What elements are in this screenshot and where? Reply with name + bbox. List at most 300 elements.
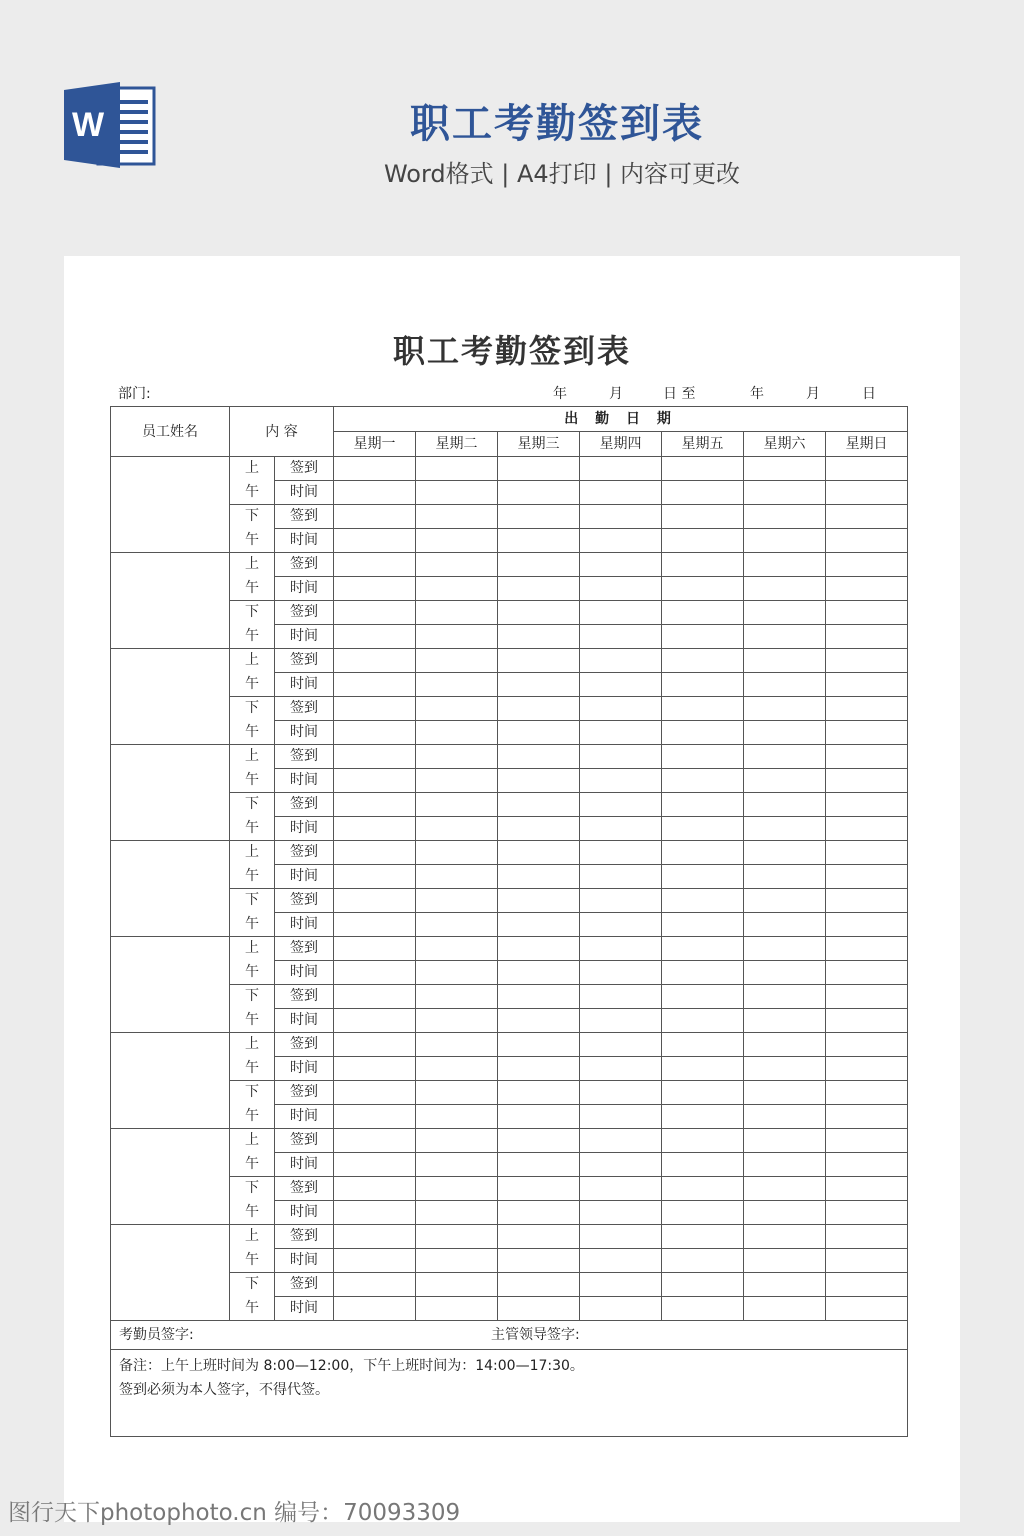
employee-name-cell[interactable]	[111, 1129, 230, 1225]
attendance-cell[interactable]	[334, 697, 416, 721]
attendance-cell[interactable]	[826, 1033, 908, 1057]
table-row	[111, 865, 908, 889]
attendance-cell[interactable]	[744, 577, 826, 601]
attendance-cell[interactable]	[662, 1225, 744, 1249]
attendance-cell[interactable]	[662, 1273, 744, 1297]
attendance-cell[interactable]	[826, 625, 908, 649]
attendance-cell[interactable]	[416, 865, 498, 889]
attendance-cell[interactable]	[580, 1153, 662, 1177]
attendance-cell[interactable]	[498, 673, 580, 697]
employee-name-cell[interactable]	[111, 1225, 230, 1321]
attendance-cell[interactable]	[662, 889, 744, 913]
table-row	[111, 673, 908, 697]
attendance-cell[interactable]	[498, 1129, 580, 1153]
attendance-cell[interactable]	[498, 817, 580, 841]
attendance-cell[interactable]	[826, 769, 908, 793]
attendance-cell[interactable]	[662, 457, 744, 481]
attendance-cell[interactable]	[662, 601, 744, 625]
attendance-cell[interactable]	[334, 889, 416, 913]
attendance-cell[interactable]	[416, 1249, 498, 1273]
attendance-cell[interactable]	[498, 889, 580, 913]
attendance-cell[interactable]	[744, 1273, 826, 1297]
attendance-cell[interactable]	[826, 1297, 908, 1321]
note-line: 备注：上午上班时间为 8:00—12:00，下午上班时间为：14:00—17:30。	[119, 1358, 584, 1374]
header-weekday: 星期一	[334, 432, 416, 457]
attendance-cell[interactable]	[416, 1177, 498, 1201]
attendance-cell[interactable]	[826, 673, 908, 697]
attendance-cell[interactable]	[580, 1177, 662, 1201]
employee-name-cell[interactable]	[111, 745, 230, 841]
attendance-cell[interactable]	[334, 1129, 416, 1153]
attendance-cell[interactable]	[334, 985, 416, 1009]
attendance-cell[interactable]	[498, 1201, 580, 1225]
word-icon-letter: W	[71, 106, 105, 144]
attendance-cell[interactable]	[580, 649, 662, 673]
attendance-cell[interactable]	[826, 745, 908, 769]
attendance-cell[interactable]	[416, 505, 498, 529]
attendance-cell[interactable]	[744, 793, 826, 817]
attendance-cell[interactable]	[744, 745, 826, 769]
attendance-cell[interactable]	[744, 1177, 826, 1201]
period-char: 午	[230, 1249, 275, 1273]
attendance-cell[interactable]	[744, 1057, 826, 1081]
attendance-cell[interactable]	[744, 649, 826, 673]
attendance-cell[interactable]	[826, 817, 908, 841]
attendance-cell[interactable]	[580, 961, 662, 985]
attendance-cell[interactable]	[662, 1249, 744, 1273]
table-row	[111, 985, 908, 1009]
attendance-cell[interactable]	[334, 505, 416, 529]
attendance-cell[interactable]	[744, 937, 826, 961]
attendance-cell[interactable]	[416, 721, 498, 745]
attendance-cell[interactable]	[744, 553, 826, 577]
attendance-cell[interactable]	[416, 577, 498, 601]
attendance-cell[interactable]	[498, 745, 580, 769]
attendance-cell[interactable]	[580, 865, 662, 889]
attendance-cell[interactable]	[416, 457, 498, 481]
table-row	[111, 1273, 908, 1297]
date-month-end: 月	[806, 386, 820, 402]
attendance-cell[interactable]	[580, 505, 662, 529]
attendance-cell[interactable]	[662, 793, 744, 817]
attendance-cell[interactable]	[498, 505, 580, 529]
table-row	[111, 529, 908, 553]
attendance-cell[interactable]	[744, 889, 826, 913]
attendance-cell[interactable]	[662, 1297, 744, 1321]
attendance-cell[interactable]	[334, 913, 416, 937]
period-char: 下	[230, 1081, 275, 1105]
attendance-cell[interactable]	[334, 1057, 416, 1081]
attendance-cell[interactable]	[826, 1009, 908, 1033]
attendance-cell[interactable]	[580, 1105, 662, 1129]
attendance-cell[interactable]	[744, 529, 826, 553]
attendance-cell[interactable]	[662, 1153, 744, 1177]
attendance-cell[interactable]	[580, 1225, 662, 1249]
attendance-cell[interactable]	[334, 1201, 416, 1225]
attendance-cell[interactable]	[416, 1201, 498, 1225]
attendance-cell[interactable]	[580, 745, 662, 769]
attendance-cell[interactable]	[580, 889, 662, 913]
attendance-cell[interactable]	[826, 601, 908, 625]
attendance-cell[interactable]	[334, 769, 416, 793]
attendance-cell[interactable]	[826, 985, 908, 1009]
attendance-cell[interactable]	[416, 793, 498, 817]
attendance-cell[interactable]	[334, 1033, 416, 1057]
attendance-cell[interactable]	[580, 673, 662, 697]
attendance-cell[interactable]	[662, 577, 744, 601]
attendance-cell[interactable]	[498, 529, 580, 553]
employee-name-cell[interactable]	[111, 649, 230, 745]
attendance-cell[interactable]	[826, 1273, 908, 1297]
attendance-cell[interactable]	[498, 481, 580, 505]
period-char: 下	[230, 1273, 275, 1297]
attendance-cell[interactable]	[744, 1129, 826, 1153]
attendance-cell[interactable]	[662, 1009, 744, 1033]
attendance-cell[interactable]	[662, 817, 744, 841]
attendance-cell[interactable]	[416, 841, 498, 865]
attendance-cell[interactable]	[580, 697, 662, 721]
attendance-cell[interactable]	[580, 1057, 662, 1081]
attendance-cell[interactable]	[416, 1129, 498, 1153]
period-char: 午	[230, 1297, 275, 1321]
attendance-cell[interactable]	[334, 481, 416, 505]
attendance-cell[interactable]	[826, 1153, 908, 1177]
attendance-cell[interactable]	[498, 697, 580, 721]
attendance-cell[interactable]	[416, 889, 498, 913]
attendance-cell[interactable]	[334, 1105, 416, 1129]
attendance-cell[interactable]	[334, 673, 416, 697]
attendance-cell[interactable]	[580, 1273, 662, 1297]
attendance-cell[interactable]	[662, 985, 744, 1009]
attendance-cell[interactable]	[744, 1153, 826, 1177]
attendance-cell[interactable]	[416, 1105, 498, 1129]
attendance-cell[interactable]	[744, 1081, 826, 1105]
attendance-cell[interactable]	[416, 985, 498, 1009]
attendance-cell[interactable]	[334, 1177, 416, 1201]
clerk-signature-label: 考勤员签字:	[119, 1326, 194, 1343]
attendance-cell[interactable]	[662, 865, 744, 889]
attendance-cell[interactable]	[498, 1177, 580, 1201]
attendance-cell[interactable]	[580, 553, 662, 577]
attendance-cell[interactable]	[416, 1057, 498, 1081]
attendance-cell[interactable]	[580, 1201, 662, 1225]
attendance-cell[interactable]	[580, 817, 662, 841]
attendance-cell[interactable]	[826, 1057, 908, 1081]
attendance-cell[interactable]	[416, 913, 498, 937]
attendance-cell[interactable]	[662, 625, 744, 649]
attendance-cell[interactable]	[662, 1081, 744, 1105]
attendance-cell[interactable]	[416, 649, 498, 673]
attendance-cell[interactable]	[416, 1297, 498, 1321]
attendance-cell[interactable]	[334, 721, 416, 745]
attendance-cell[interactable]	[826, 889, 908, 913]
table-row	[111, 889, 908, 913]
attendance-cell[interactable]	[826, 457, 908, 481]
attendance-cell[interactable]	[662, 481, 744, 505]
attendance-cell[interactable]	[662, 1105, 744, 1129]
attendance-cell[interactable]	[580, 1249, 662, 1273]
attendance-cell[interactable]	[826, 793, 908, 817]
period-char: 午	[230, 625, 275, 649]
entry-label: 时间	[275, 1297, 334, 1321]
header-employee-name: 员工姓名	[111, 407, 230, 457]
attendance-cell[interactable]	[826, 1129, 908, 1153]
entry-label: 时间	[275, 625, 334, 649]
attendance-cell[interactable]	[826, 1105, 908, 1129]
attendance-cell[interactable]	[662, 1033, 744, 1057]
attendance-cell[interactable]	[826, 841, 908, 865]
attendance-cell[interactable]	[334, 529, 416, 553]
attendance-cell[interactable]	[744, 1225, 826, 1249]
period-char: 午	[230, 721, 275, 745]
attendance-cell[interactable]	[498, 961, 580, 985]
attendance-cell[interactable]	[498, 1297, 580, 1321]
attendance-cell[interactable]	[416, 697, 498, 721]
attendance-cell[interactable]	[498, 937, 580, 961]
entry-label: 时间	[275, 1057, 334, 1081]
attendance-cell[interactable]	[662, 937, 744, 961]
header-weekday: 星期三	[498, 432, 580, 457]
employee-name-cell[interactable]	[111, 1033, 230, 1129]
attendance-cell[interactable]	[662, 505, 744, 529]
attendance-cell[interactable]	[498, 601, 580, 625]
attendance-cell[interactable]	[826, 649, 908, 673]
attendance-cell[interactable]	[334, 1009, 416, 1033]
attendance-cell[interactable]	[498, 1225, 580, 1249]
attendance-cell[interactable]	[826, 961, 908, 985]
period-char: 午	[230, 1009, 275, 1033]
employee-name-cell[interactable]	[111, 841, 230, 937]
period-char: 上	[230, 937, 275, 961]
attendance-cell[interactable]	[580, 793, 662, 817]
attendance-cell[interactable]	[662, 913, 744, 937]
attendance-cell[interactable]	[416, 529, 498, 553]
attendance-cell[interactable]	[826, 529, 908, 553]
attendance-cell[interactable]	[744, 841, 826, 865]
attendance-cell[interactable]	[662, 697, 744, 721]
attendance-cell[interactable]	[498, 1033, 580, 1057]
period-char: 上	[230, 1225, 275, 1249]
attendance-cell[interactable]	[662, 1201, 744, 1225]
attendance-cell[interactable]	[826, 697, 908, 721]
attendance-cell[interactable]	[662, 961, 744, 985]
attendance-cell[interactable]	[826, 937, 908, 961]
attendance-cell[interactable]	[334, 625, 416, 649]
attendance-cell[interactable]	[334, 865, 416, 889]
attendance-cell[interactable]	[498, 1105, 580, 1129]
attendance-cell[interactable]	[334, 577, 416, 601]
attendance-cell[interactable]	[662, 673, 744, 697]
employee-name-cell[interactable]	[111, 937, 230, 1033]
attendance-cell[interactable]	[662, 721, 744, 745]
attendance-cell[interactable]	[334, 457, 416, 481]
attendance-cell[interactable]	[416, 961, 498, 985]
attendance-cell[interactable]	[334, 817, 416, 841]
attendance-cell[interactable]	[416, 1153, 498, 1177]
table-row	[111, 1177, 908, 1201]
attendance-cell[interactable]	[498, 985, 580, 1009]
attendance-cell[interactable]	[498, 1249, 580, 1273]
attendance-cell[interactable]	[416, 1225, 498, 1249]
attendance-cell[interactable]	[580, 1033, 662, 1057]
attendance-cell[interactable]	[744, 721, 826, 745]
attendance-cell[interactable]	[580, 985, 662, 1009]
period-char: 午	[230, 817, 275, 841]
attendance-cell[interactable]	[744, 1033, 826, 1057]
attendance-cell[interactable]	[498, 577, 580, 601]
attendance-cell[interactable]	[826, 1177, 908, 1201]
attendance-cell[interactable]	[744, 1201, 826, 1225]
attendance-cell[interactable]	[498, 1081, 580, 1105]
attendance-cell[interactable]	[744, 865, 826, 889]
employee-name-cell[interactable]	[111, 457, 230, 553]
attendance-cell[interactable]	[826, 913, 908, 937]
attendance-cell[interactable]	[662, 649, 744, 673]
attendance-cell[interactable]	[826, 1201, 908, 1225]
attendance-cell[interactable]	[334, 1225, 416, 1249]
attendance-cell[interactable]	[334, 841, 416, 865]
table-row	[111, 577, 908, 601]
attendance-cell[interactable]	[580, 601, 662, 625]
attendance-cell[interactable]	[662, 1057, 744, 1081]
attendance-cell[interactable]	[416, 673, 498, 697]
attendance-cell[interactable]	[416, 1033, 498, 1057]
attendance-cell[interactable]	[580, 1297, 662, 1321]
attendance-cell[interactable]	[580, 841, 662, 865]
attendance-cell[interactable]	[498, 1009, 580, 1033]
attendance-cell[interactable]	[744, 625, 826, 649]
attendance-cell[interactable]	[334, 1297, 416, 1321]
attendance-cell[interactable]	[498, 793, 580, 817]
attendance-cell[interactable]	[662, 1129, 744, 1153]
attendance-cell[interactable]	[498, 841, 580, 865]
attendance-cell[interactable]	[826, 721, 908, 745]
attendance-cell[interactable]	[744, 913, 826, 937]
table-row	[111, 697, 908, 721]
attendance-cell[interactable]	[416, 937, 498, 961]
attendance-cell[interactable]	[744, 457, 826, 481]
attendance-cell[interactable]	[498, 913, 580, 937]
attendance-cell[interactable]	[498, 769, 580, 793]
attendance-cell[interactable]	[334, 1273, 416, 1297]
attendance-cell[interactable]	[662, 769, 744, 793]
attendance-cell[interactable]	[498, 721, 580, 745]
attendance-cell[interactable]	[498, 625, 580, 649]
attendance-cell[interactable]	[498, 1057, 580, 1081]
attendance-cell[interactable]	[662, 745, 744, 769]
entry-label: 签到	[275, 745, 334, 769]
attendance-cell[interactable]	[580, 481, 662, 505]
attendance-cell[interactable]	[744, 769, 826, 793]
attendance-cell[interactable]	[334, 961, 416, 985]
attendance-cell[interactable]	[416, 1009, 498, 1033]
attendance-cell[interactable]	[416, 625, 498, 649]
attendance-cell[interactable]	[498, 1273, 580, 1297]
attendance-cell[interactable]	[662, 841, 744, 865]
attendance-cell[interactable]	[498, 553, 580, 577]
attendance-cell[interactable]	[416, 553, 498, 577]
attendance-cell[interactable]	[416, 601, 498, 625]
attendance-cell[interactable]	[744, 601, 826, 625]
period-char: 午	[230, 769, 275, 793]
attendance-cell[interactable]	[498, 1153, 580, 1177]
attendance-cell[interactable]	[498, 649, 580, 673]
attendance-cell[interactable]	[498, 865, 580, 889]
attendance-cell[interactable]	[416, 481, 498, 505]
attendance-cell[interactable]	[744, 817, 826, 841]
attendance-cell[interactable]	[580, 913, 662, 937]
attendance-cell[interactable]	[416, 817, 498, 841]
attendance-cell[interactable]	[744, 985, 826, 1009]
employee-name-cell[interactable]	[111, 553, 230, 649]
attendance-cell[interactable]	[334, 1153, 416, 1177]
attendance-cell[interactable]	[580, 529, 662, 553]
attendance-cell[interactable]	[580, 721, 662, 745]
attendance-cell[interactable]	[662, 529, 744, 553]
attendance-cell[interactable]	[744, 961, 826, 985]
attendance-cell[interactable]	[498, 457, 580, 481]
attendance-cell[interactable]	[416, 1273, 498, 1297]
attendance-cell[interactable]	[826, 865, 908, 889]
attendance-cell[interactable]	[744, 481, 826, 505]
attendance-cell[interactable]	[580, 1081, 662, 1105]
table-row	[111, 649, 908, 673]
attendance-cell[interactable]	[826, 505, 908, 529]
attendance-cell[interactable]	[580, 577, 662, 601]
attendance-cell[interactable]	[580, 457, 662, 481]
attendance-cell[interactable]	[334, 1081, 416, 1105]
attendance-cell[interactable]	[744, 1105, 826, 1129]
attendance-cell[interactable]	[334, 1249, 416, 1273]
attendance-cell[interactable]	[334, 745, 416, 769]
attendance-cell[interactable]	[826, 1225, 908, 1249]
attendance-cell[interactable]	[826, 1081, 908, 1105]
period-char: 下	[230, 793, 275, 817]
period-char: 午	[230, 481, 275, 505]
attendance-cell[interactable]	[826, 577, 908, 601]
attendance-cell[interactable]	[334, 937, 416, 961]
attendance-cell[interactable]	[744, 505, 826, 529]
attendance-cell[interactable]	[744, 1249, 826, 1273]
attendance-cell[interactable]	[416, 1081, 498, 1105]
attendance-cell[interactable]	[826, 553, 908, 577]
attendance-cell[interactable]	[662, 553, 744, 577]
attendance-cell[interactable]	[744, 1009, 826, 1033]
attendance-cell[interactable]	[744, 697, 826, 721]
attendance-cell[interactable]	[416, 769, 498, 793]
attendance-cell[interactable]	[334, 601, 416, 625]
header-weekday: 星期四	[580, 432, 662, 457]
attendance-cell[interactable]	[334, 649, 416, 673]
period-char: 上	[230, 457, 275, 481]
attendance-cell[interactable]	[826, 1249, 908, 1273]
attendance-cell[interactable]	[580, 769, 662, 793]
attendance-cell[interactable]	[334, 793, 416, 817]
attendance-cell[interactable]	[826, 481, 908, 505]
attendance-cell[interactable]	[580, 1009, 662, 1033]
attendance-cell[interactable]	[334, 553, 416, 577]
attendance-cell[interactable]	[744, 673, 826, 697]
date-month-start: 月	[609, 386, 623, 402]
header-weekday: 星期日	[826, 432, 908, 457]
period-char: 下	[230, 697, 275, 721]
attendance-cell[interactable]	[580, 937, 662, 961]
attendance-cell[interactable]	[744, 1297, 826, 1321]
attendance-cell[interactable]	[662, 1177, 744, 1201]
attendance-cell[interactable]	[416, 745, 498, 769]
attendance-cell[interactable]	[580, 625, 662, 649]
attendance-cell[interactable]	[580, 1129, 662, 1153]
